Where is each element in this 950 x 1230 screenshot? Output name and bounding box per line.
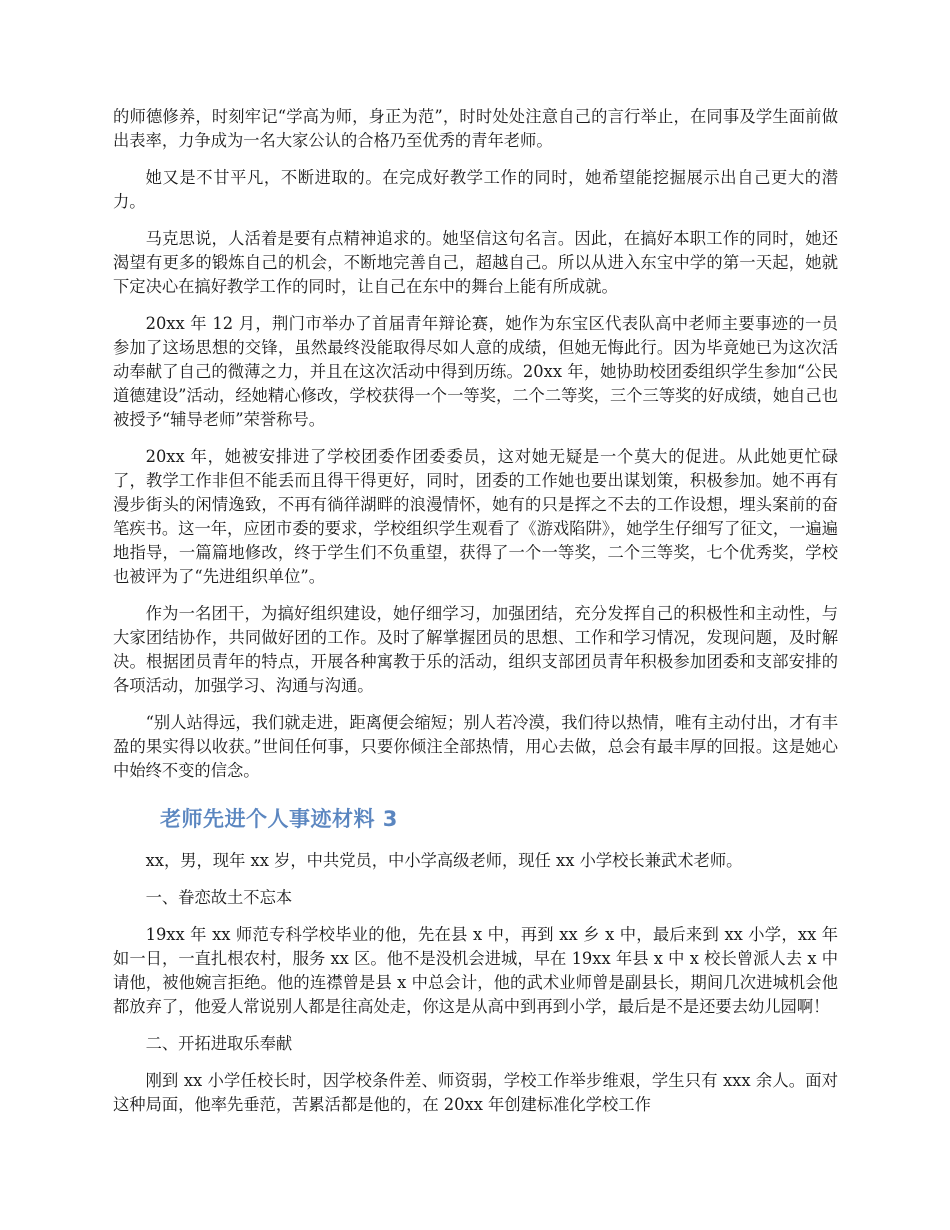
paragraph-marx-quote: 马克思说，人活着是要有点精神追求的。她坚信这句名言。因此，在搞好本职工作的同时，她还渴望有更多的锻炼自己的机会，不断地完善自己，超越自己。所以从进入东宝中学的第一天起，她就下定决心在搞好教学工作的同时，让自己在东中的舞台上能有所成就。 — [113, 229, 838, 296]
subheading-dedication: 二、开拓进取乐奉献 — [145, 1034, 293, 1053]
paragraph-debate-contest: 20xx 年 12 月，荆门市举办了首届青年辩论赛，她作为东宝区代表队高中老师主要事迹的一员参加了这场思想的交锋，虽然最终没能取得尽如人意的成绩，但她无悔此行。因为毕竟她已为这次活动奉献了自己的微薄之力，并且在这次活动中得到历练。20xx 年，她协助校团委组织学生参加“公民道德建设”活动，经她精心修改，学校获得一个一等奖，二个二等奖，三个三等奖的好成绩，她自己也被授予“辅导老师”荣誉称号。 — [113, 314, 838, 429]
section-heading: 老师先进个人事迹材料 3 — [160, 807, 398, 831]
paragraph-continuation: 的师德修养，时刻牢记“学高为师，身正为范”，时时处处注意自己的言行举止，在同事及学生面前做出表率，力争成为一名大家公认的合格乃至优秀的青年老师。 — [113, 107, 838, 150]
paragraph-intro: xx，男，现年 xx 岁，中共党员，中小学高级老师，现任 xx 小学校长兼武术老师。 — [145, 851, 743, 870]
paragraph-ambition: 她又是不甘平凡，不断进取的。在完成好教学工作的同时，她希望能挖掘展示出自己更大的潜力。 — [113, 168, 838, 211]
paragraph-career: 19xx 年 xx 师范专科学校毕业的他，先在县 x 中，再到 xx 乡 x 中，最后来到 xx 小学，xx 年如一日，一直扎根农村，服务 xx 区。他不是没机会进城，早在 19xx 年县 x 中 x 校长曾派人去 x 中请他，被他婉言拒绝。他的连襟曾是县 x 中总会计，他的武术业师曾是副县长，期间几次进城机会他都放弃了，他爱人常说别人都是往高处走，你这是从高中到再到小学，最后是不是还要去幼儿园啊！ — [113, 925, 838, 1016]
subheading-hometown: 一、眷恋故土不忘本 — [145, 888, 293, 907]
paragraph-youth-league: 20xx 年，她被安排进了学校团委作团委委员，这对她无疑是一个莫大的促进。从此她更忙碌了，教学工作非但不能丢而且得干得更好，同时，团委的工作她也要出谋划策，积极参加。她不再有漫步街头的闲情逸致，不再有徜徉湖畔的浪漫情怀，她有的只是挥之不去的工作设想，埋头案前的奋笔疾书。这一年，应团市委的要求，学校组织学生观看了《游戏陷阱》，她学生仔细写了征文，一遍遍地指导，一篇篇地修改，终于学生们不负重望，获得了一个一等奖，二个三等奖，七个优秀奖，学校也被评为了“先进组织单位”。 — [113, 447, 838, 586]
paragraph-league-cadre: 作为一名团干，为搞好组织建设，她仔细学习，加强团结，充分发挥自己的积极性和主动性，与大家团结协作，共同做好团的工作。及时了解掌握团员的思想、工作和学习情况，发现问题，及时解决。根据团员青年的特点，开展各种寓教于乐的活动，组织支部团员青年积极参加团委和支部安排的各项活动，加强学习、沟通与沟通。 — [113, 604, 838, 695]
paragraph-belief: “别人站得远，我们就走进，距离便会缩短；别人若冷漠，我们待以热情，唯有主动付出，才有丰盈的果实得以收获。”世间任何事，只要你倾注全部热情，用心去做，总会有最丰厚的回报。这是她心中始终不变的信念。 — [113, 713, 838, 780]
paragraph-principal: 刚到 xx 小学任校长时，因学校条件差、师资弱，学校工作举步维艰，学生只有 xxx 余人。面对这种局面，他率先垂范，苦累活都是他的，在 20xx 年创建标准化学校工作 — [113, 1071, 838, 1114]
